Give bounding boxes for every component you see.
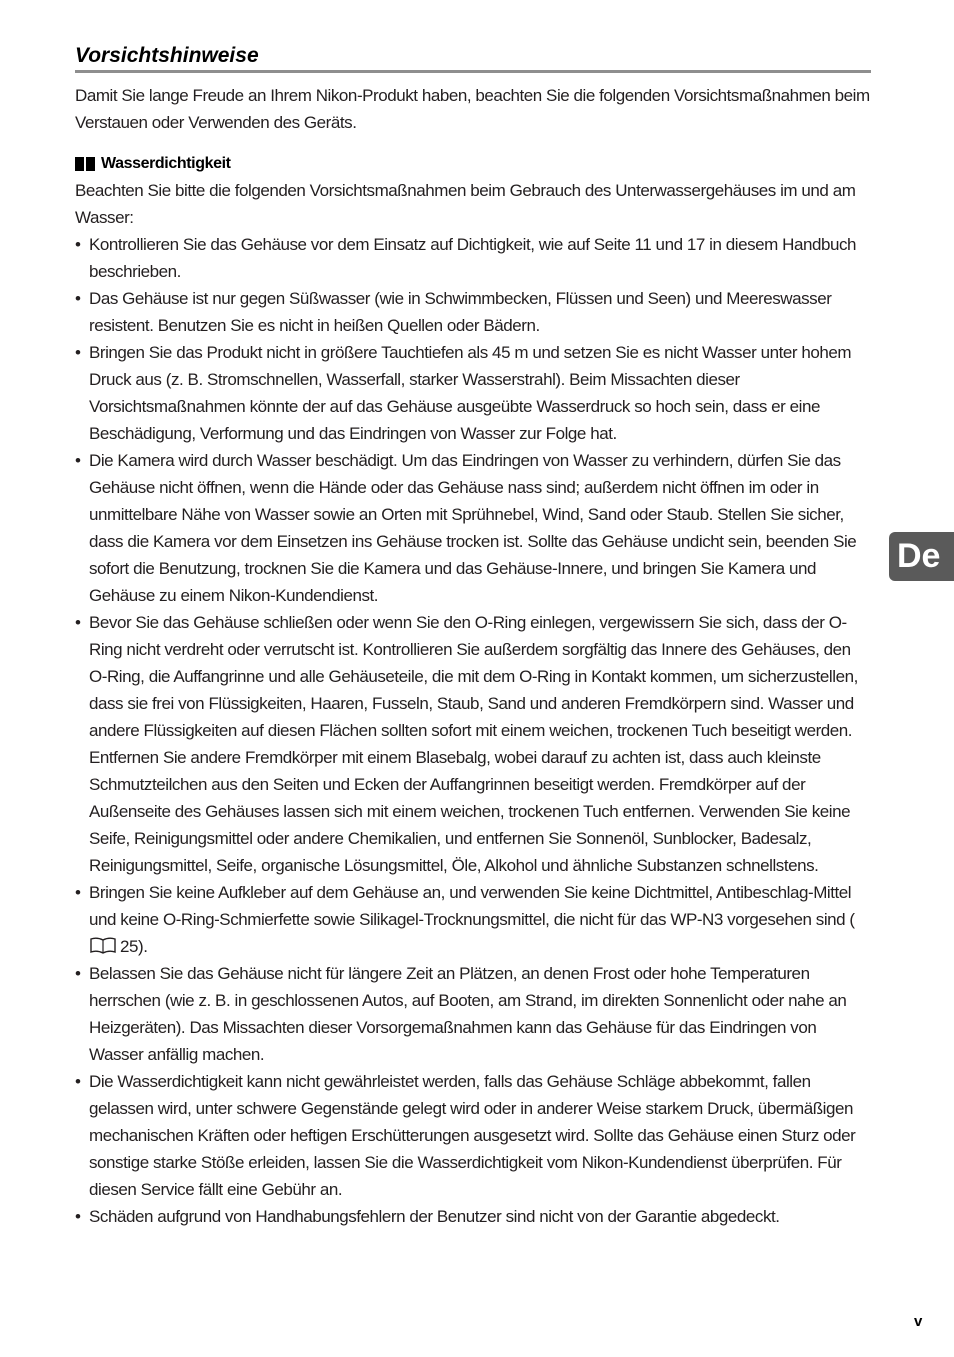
- section-marker-icon: [75, 157, 95, 171]
- bullet-icon: •: [75, 964, 81, 983]
- list-item: [75, 285, 871, 339]
- reference-page-number: 25: [120, 937, 139, 956]
- list-item: [75, 339, 871, 447]
- list-item-text: Belassen Sie das Gehäuse nicht für längere Zeit an Plätzen, an denen Frost oder hohe Temperaturen herrschen (wie z. B. in geschlossenen Autos, auf Booten, am Strand, im direkten Sonnenlicht oder nahe an Heizgeräten). Das Missachten dieser Vorsorgemaßnahmen kann das Gehäuse für das Eindringen von Wasser anfällig machen.: [89, 964, 847, 1064]
- section-heading-text: Wasserdichtigkeit: [101, 155, 231, 172]
- bullet-icon: •: [75, 289, 81, 308]
- language-tab: De: [889, 532, 954, 581]
- list-item-text-before: Bringen Sie keine Aufkleber auf dem Gehäuse an, und verwenden Sie keine Dichtmittel, Antibeschlag-Mittel und keine O-Ring-Schmierfette sowie Silikagel-Trocknungsmittel, die nicht für das WP-N3 vorgesehen sind (: [89, 883, 855, 929]
- list-item: [75, 1203, 871, 1230]
- bullet-icon: •: [75, 451, 81, 470]
- list-item-text: Das Gehäuse ist nur gegen Süßwasser (wie in Schwimmbecken, Flüssen und Seen) und Meereswasser resistent. Benutzen Sie es nicht in heißen Quellen oder Bädern.: [89, 289, 832, 335]
- page-content: [75, 42, 871, 1230]
- section-heading: [75, 152, 871, 176]
- list-item-text: Die Wasserdichtigkeit kann nicht gewährleistet werden, falls das Gehäuse Schläge abbekommt, fallen gelassen wird, unter schwere Gegenstände gelegt wird oder in anderer Weise starkem Druck, übermäßigen mechanischen Kräften oder heftigen Erschütterungen ausgesetzt wird. Sollte das Gehäuse einen Sturz oder sonstige starke Stöße erleiden, lassen Sie die Wasserdichtigkeit vom Nikon-Kundendienst überprüfen. Für diesen Service fällt eine Gebühr an.: [89, 1072, 856, 1199]
- bullet-icon: •: [75, 1072, 81, 1091]
- page-title: Vorsichtshinweise: [75, 44, 259, 67]
- list-item: [75, 879, 871, 960]
- list-item-text: Schäden aufgrund von Handhabungsfehlern der Benutzer sind nicht von der Garantie abgedeckt.: [89, 1207, 780, 1226]
- bullet-icon: •: [75, 235, 81, 254]
- intro-paragraph: Damit Sie lange Freude an Ihrem Nikon-Produkt haben, beachten Sie die folgenden Vorsichtsmaßnahmen beim Verstauen oder Verwenden des Geräts.: [75, 86, 870, 132]
- list-item: [75, 609, 871, 879]
- list-item-text: Bevor Sie das Gehäuse schließen oder wenn Sie den O-Ring einlegen, vergewissern Sie sich, dass der O-Ring nicht verdreht oder verrutscht ist. Kontrollieren Sie außerdem sorgfältig das Innere des Gehäuses, den O-Ring, die Auffangrinne und alle Gehäuseteile, die mit dem O-Ring in Kontakt kommen, um sicherzustellen, dass sie frei von Flüssigkeiten, Haaren, Fusseln, Staub, Sand und anderen Fremdkörpern sind. Wasser und andere Flüssigkeiten auf diesen Flächen sollten sofort mit einem weichen, trockenen Tuch beseitigt werden. Entfernen Sie andere Fremdkörper mit einem Blasebalg, wobei darauf zu achten ist, dass auch kleinste Schmutzteilchen aus den Seiten und Ecken der Auffangrinnen beseitigt werden. Fremdkörper auf der Außenseite des Gehäuses lassen sich mit einem weichen, trockenen Tuch entfernen. Verwenden Sie keine Seife, Reinigungsmittel oder andere Chemikalien, und entfernen Sie Sonnenöl, Sunblocker, Badesalz, Reinigungsmittel, Seife, organische Lösungsmittel, Öle, Alkohol und ähnliche Substanzen schnellstens.: [89, 613, 858, 875]
- list-item: [75, 1068, 871, 1203]
- page-number: v: [914, 1313, 923, 1330]
- list-item-text: Die Kamera wird durch Wasser beschädigt. Um das Eindringen von Wasser zu verhindern, dürfen Sie das Gehäuse nicht öffnen, wenn die Hände oder das Gehäuse nass sind; außerdem nicht öffnen im oder in unmittelbare Nähe von Wasser sowie an Orten mit Sprühnebel, Wind, Sand oder Staub. Stellen Sie sicher, dass die Kamera vor dem Einsetzen ins Gehäuse trocken ist. Sollte das Gehäuse undicht sein, beenden Sie sofort die Benutzung, trocknen Sie die Kamera und das Gehäuse-Innere, und bringen Sie Kamera und Gehäuse zu einem Nikon-Kundendienst.: [89, 451, 857, 605]
- bullet-icon: •: [75, 613, 81, 632]
- bullet-icon: •: [75, 343, 81, 362]
- list-item-text: Bringen Sie das Produkt nicht in größere Tauchtiefen als 45 m und setzen Sie es nicht Wasser unter hohem Druck aus (z. B. Stromschnellen, Wasserfall, starker Wasserstrahl). Beim Missachten dieser Vorsichtsmaßnahmen könnte der auf das Gehäuse ausgeübte Wasserdruck so hoch sein, dass er eine Beschädigung, Verformung und das Eindringen von Wasser zur Folge hat.: [89, 343, 852, 443]
- list-item: [75, 960, 871, 1068]
- book-reference-icon: [89, 937, 117, 954]
- list-item-text-after: ).: [138, 937, 148, 956]
- list-item: [75, 447, 871, 609]
- precaution-list: [75, 231, 871, 1230]
- section-lead: Beachten Sie bitte die folgenden Vorsichtsmaßnahmen beim Gebrauch des Unterwassergehäuses im und am Wasser:: [75, 181, 856, 227]
- list-item: [75, 231, 871, 285]
- bullet-icon: •: [75, 883, 81, 902]
- bullet-icon: •: [75, 1207, 81, 1226]
- title-rule: [75, 70, 871, 73]
- list-item-text: Kontrollieren Sie das Gehäuse vor dem Einsatz auf Dichtigkeit, wie auf Seite 11 und 17 in diesem Handbuch beschrieben.: [89, 235, 857, 281]
